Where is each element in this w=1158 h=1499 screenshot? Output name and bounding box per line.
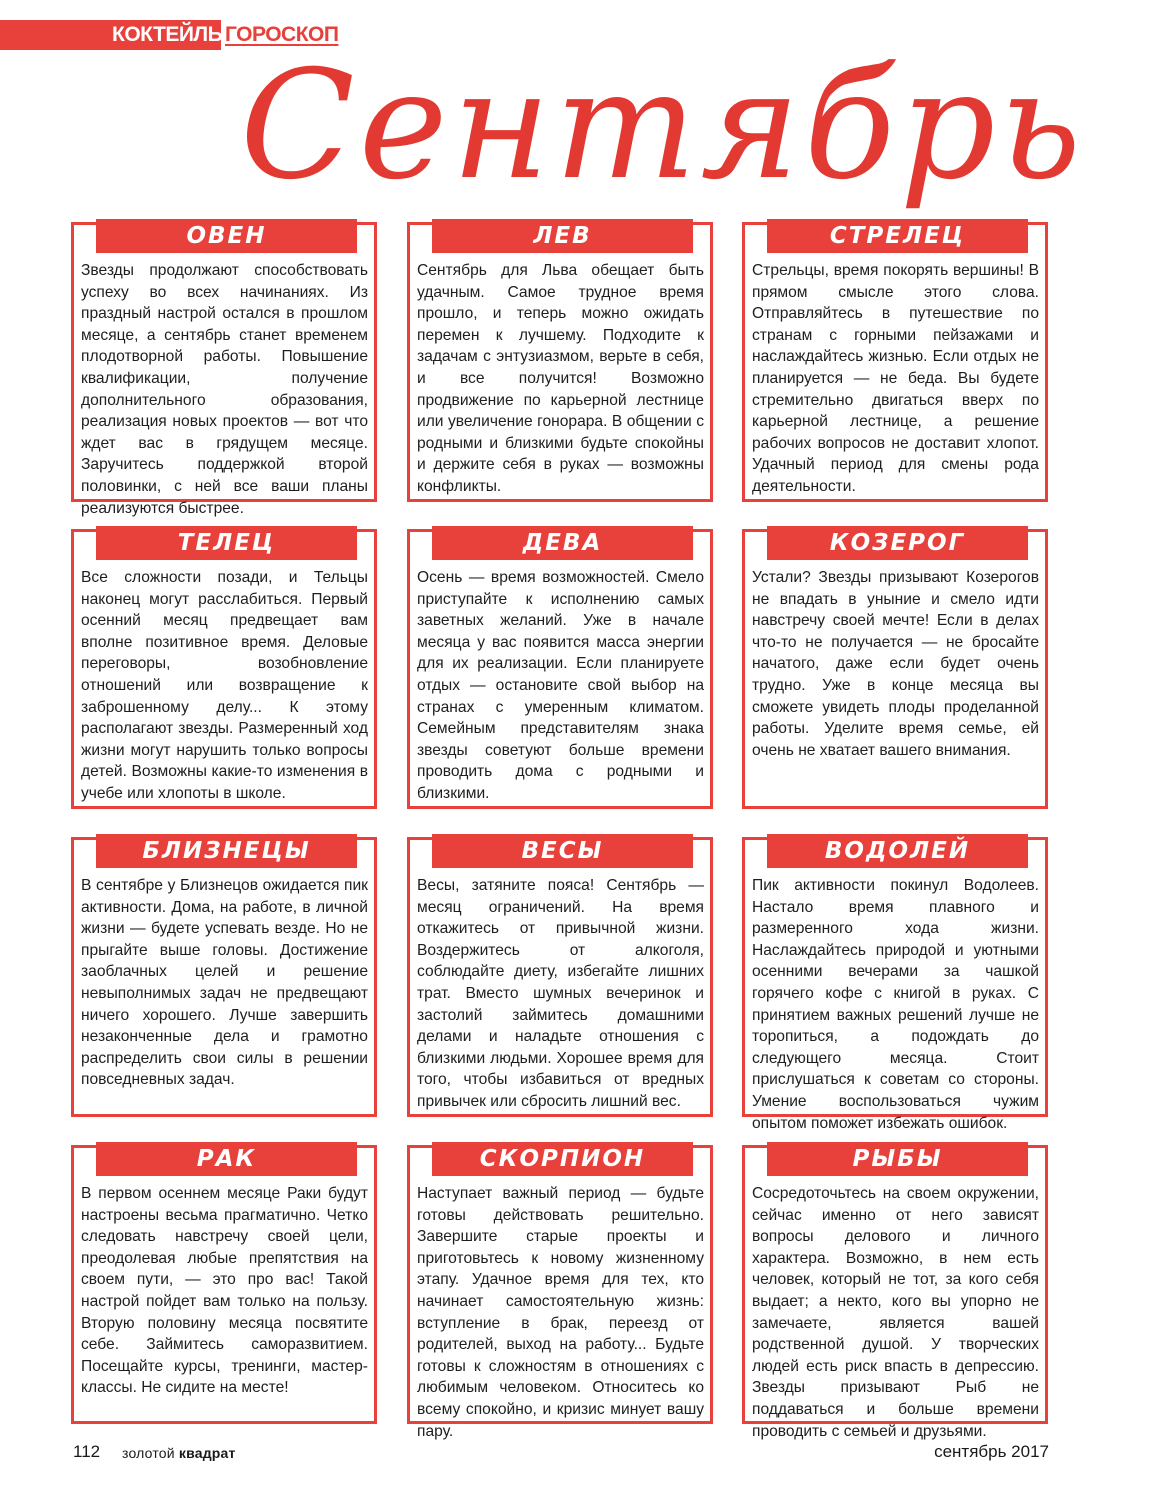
issue-date: сентябрь 2017 bbox=[934, 1442, 1049, 1461]
sign-card-virgo bbox=[407, 529, 713, 809]
sign-name: ОВЕН bbox=[96, 219, 357, 253]
brand-bold: квадрат bbox=[178, 1445, 236, 1461]
sign-name: РАК bbox=[96, 1142, 357, 1176]
brand-light: золотой bbox=[122, 1445, 175, 1461]
sign-card-scorpio bbox=[407, 1145, 713, 1440]
sign-name: БЛИЗНЕЦЫ bbox=[96, 834, 357, 868]
magazine-brand bbox=[122, 1445, 236, 1461]
sign-forecast: В сентябре у Близнецов ожидается пик активности. Дома, на работе, в личной жизни — будете успевать везде. Но не прыгайте выше головы. Достижение заоблачных целей и решение невыполнимых задач не предвещают ничего хорошего. Лучше завершить незаконченные дела и грамотно распределить свои силы в решении повседневных задач. bbox=[81, 877, 368, 1089]
sign-forecast: Пик активности покинул Водолеев. Настало время плавного и размеренного хода жизни. Наслаждайтесь природой и уютными осенними вечерами за чашкой горячего кофе с книгой в руках. С принятием важных решений лучше не торопиться, а подождать до следующего месяца. Стоит прислушаться к советам со стороны. Умение воспользоваться чужим опытом поможет избежать ошибок. bbox=[752, 877, 1039, 1132]
sign-forecast: В первом осеннем месяце Раки будут настроены весьма прагматично. Четко следовать навстречу своей цели, преодолевая любые препятствия на своем пути, — это про вас! Такой настрой пойдет вам только на пользу. Вторую половину месяца посвятите себе. Займитесь саморазвитием. Посещайте курсы, тренинги, мастер-классы. Не сидите на месте! bbox=[81, 1185, 368, 1397]
sign-forecast: Весы, затяните пояса! Сентябрь — месяц ограничений. На время откажитесь от привычной жизни. Воздержитесь от алкоголя, соблюдайте диету, избегайте лишних трат. Вместо шумных вечеринок и застолий займитесь домашними делами и наладьте отношения с близкими людьми. Хорошее время для того, чтобы избавиться от вредных привычек или сбросить лишний вес. bbox=[417, 877, 704, 1110]
sign-name: СТРЕЛЕЦ bbox=[767, 219, 1028, 253]
sign-forecast: Осень — время возможностей. Смело приступайте к исполнению самых заветных желаний. Уже в начале месяца у вас появится масса энергии для их реализации. Если планируете отдых — остановите свой выбор на странах с умеренным климатом. Семейным представителям знака звезды советуют больше времени проводить дома с родными и близкими. bbox=[417, 569, 704, 802]
sign-card-libra bbox=[407, 837, 713, 1117]
sign-card-leo bbox=[407, 222, 713, 502]
sign-card-sagittarius bbox=[742, 222, 1048, 502]
sign-name: ВОДОЛЕЙ bbox=[767, 834, 1028, 868]
sign-card-capricorn bbox=[742, 529, 1048, 809]
sign-name: КОЗЕРОГ bbox=[767, 526, 1028, 560]
page-number: 112 bbox=[73, 1442, 101, 1461]
sign-card-gemini bbox=[71, 837, 377, 1117]
sign-card-aquarius bbox=[742, 837, 1048, 1132]
sign-card-aries bbox=[71, 222, 377, 517]
sign-name: ЛЕВ bbox=[432, 219, 693, 253]
sign-name: ВЕСЫ bbox=[432, 834, 693, 868]
sign-name: ДЕВА bbox=[432, 526, 693, 560]
sign-forecast: Звезды продолжают способствовать успеху во всех начинаниях. Из праздный настрой остался в прошлом месяце, а сентябрь станет временем плодотворной работы. Повышение квалификации, получение дополнительного образования, реализация новых проектов — вот что ждет вас в грядущем месяце. Заручитесь поддержкой второй половинки, с ней все ваши планы реализуются быстрее. bbox=[81, 262, 368, 517]
sign-forecast: Сосредоточьтесь на своем окружении, сейчас именно от него зависят вопросы делового и личного характера. Возможно, в нем есть человек, который не тот, за кого себя выдает; а некто, кого вы упорно не замечаете, является вашей родственной душой. У творческих людей есть риск впасть в депрессию. Звезды призывают Рыб не поддаваться и больше времени проводить с семьей и друзьями. bbox=[752, 1185, 1039, 1440]
sign-name: ТЕЛЕЦ bbox=[96, 526, 357, 560]
sign-card-taurus bbox=[71, 529, 377, 809]
sign-name: РЫБЫ bbox=[767, 1142, 1028, 1176]
sign-card-cancer bbox=[71, 1145, 377, 1424]
section-label: КОКТЕЙЛЬ bbox=[112, 23, 223, 46]
subsection-label: ГОРОСКОП bbox=[225, 23, 339, 46]
sign-forecast: Устали? Звезды призывают Козерогов не впадать в уныние и смело идти навстречу своей мечте! Если в делах что-то не получается — не бросайте начатого, даже если будет очень трудно. Уже в конце месяца вы сможете увидеть плоды проделанной работы. Уделите время семье, ей очень не хватает вашего внимания. bbox=[752, 569, 1039, 759]
page-title: Сентябрь bbox=[240, 39, 1086, 213]
sign-card-pisces bbox=[742, 1145, 1048, 1440]
sign-forecast: Стрельцы, время покорять вершины! В прямом смысле этого слова. Отправляйтесь в путешествие по странам с горными пейзажами и наслаждайтесь жизнью. Если отдых не планируется — не беда. Вы будете стремительно двигаться вверх по карьерной лестнице, а решение рабочих вопросов не доставит хлопот. Удачный период для смены рода деятельности. bbox=[752, 262, 1039, 495]
sign-forecast: Все сложности позади, и Тельцы наконец могут расслабиться. Первый осенний месяц предвещает вам вполне позитивное время. Деловые переговоры, возобновление отношений или возвращение к заброшенному делу... К этому располагают звезды. Размеренный ход жизни могут нарушить только вопросы детей. Возможны какие-то изменения в учебе или хлопоты в школе. bbox=[81, 569, 368, 802]
sign-forecast: Сентябрь для Льва обещает быть удачным. Самое трудное время прошло, и теперь можно ожидать перемен к лучшему. Подходите к задачам с энтузиазмом, верьте в себя, и все получится! Возможно продвижение по карьерной лестнице или увеличение гонорара. В общении с родными и близкими будьте спокойны и держите себя в руках — возможны конфликты. bbox=[417, 262, 704, 495]
sign-name: СКОРПИОН bbox=[432, 1142, 693, 1176]
sign-forecast: Наступает важный период — будьте готовы действовать решительно. Завершите старые проекты и приготовьтесь к новому жизненному этапу. Удачное время для тех, кто начинает самостоятельную жизнь: вступление в брак, переезд от родителей, выход на работу... Будьте готовы к сложностям в отношениях с любимым человеком. Относитесь ко всему спокойно, и кризис минует вашу пару. bbox=[417, 1185, 704, 1440]
